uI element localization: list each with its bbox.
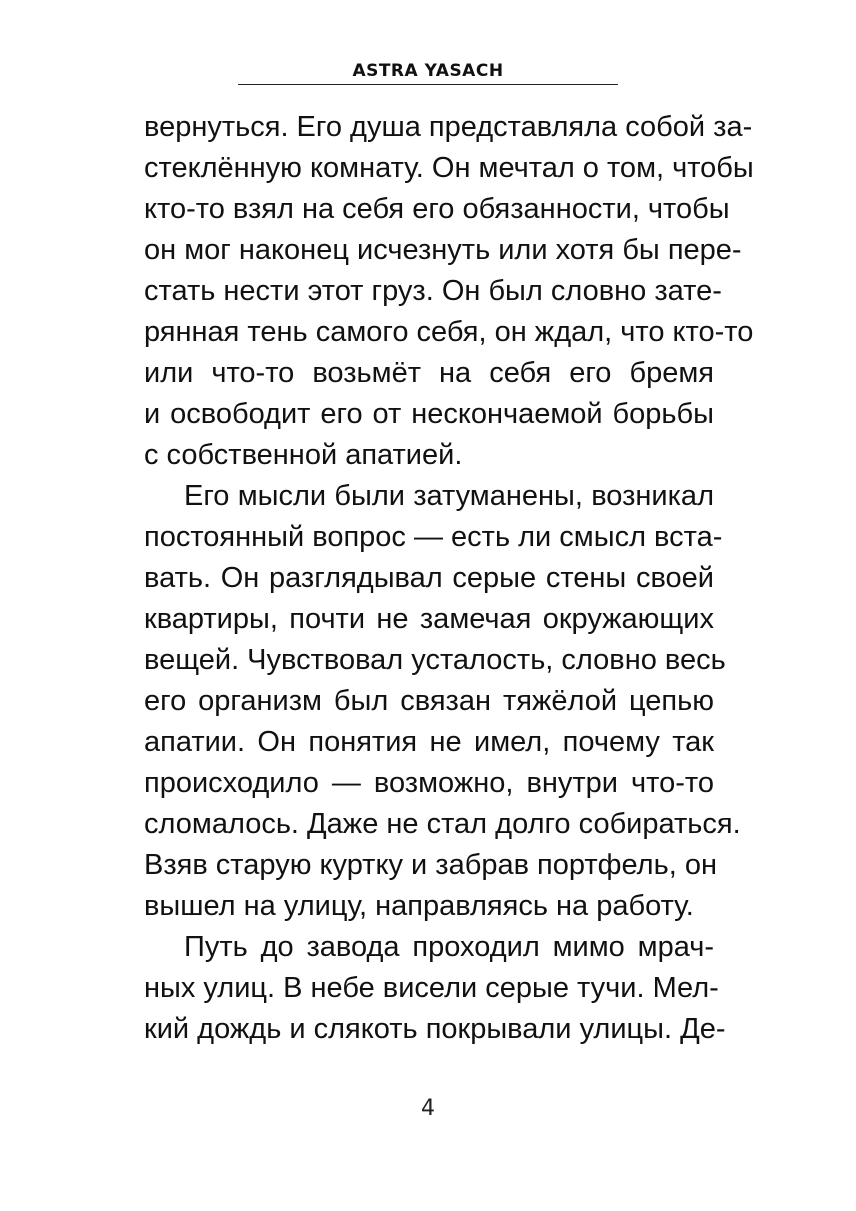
text-line: вышел на улицу, направляясь на работу. <box>144 890 694 922</box>
text-line: Путь до завода проходил мимо мрач- <box>184 931 714 963</box>
running-header <box>238 60 618 85</box>
text-line: кий дождь и слякоть покрывали улицы. Де- <box>144 1013 726 1045</box>
text-line: ных улиц. В небе висели серые тучи. Мел- <box>144 972 719 1004</box>
text-line: рянная тень самого себя, он ждал, что кто-то <box>144 316 754 348</box>
text-line: сломалось. Даже не стал долго собираться. <box>144 808 741 840</box>
page-number: 4 <box>421 1096 435 1121</box>
running-title: ASTRA YASACH <box>352 61 504 81</box>
text-line: он мог наконец исчезнуть или хотя бы пере- <box>144 234 742 266</box>
text-line: постоянный вопрос — есть ли смысл вста- <box>144 521 723 553</box>
text-line: происходило — возможно, внутри что-то <box>144 767 714 799</box>
text-line: Взяв старую куртку и забрав портфель, он <box>144 849 717 881</box>
text-line: вать. Он разглядывал серые стены своей <box>144 562 714 594</box>
text-line: стеклённую комнату. Он мечтал о том, чтобы <box>144 152 754 184</box>
text-line: его организм был связан тяжёлой цепью <box>144 685 714 717</box>
text-line: и освободит его от нескончаемой борьбы <box>144 398 714 430</box>
body-text <box>144 107 754 1050</box>
text-line: вернуться. Его душа представляла собой за- <box>144 111 753 143</box>
text-line: квартиры, почти не замечая окружающих <box>144 603 714 635</box>
text-line: Его мысли были затуманены, возникал <box>184 480 714 512</box>
text-line: кто-то взял на себя его обязанности, чтобы <box>144 193 730 225</box>
text-line: апатии. Он понятия не имел, почему так <box>144 726 714 758</box>
header-rule <box>238 84 618 85</box>
text-line: вещей. Чувствовал усталость, словно весь <box>144 644 726 676</box>
text-line: стать нести этот груз. Он был словно зате- <box>144 275 722 307</box>
text-line: с собственной апатией. <box>144 439 463 471</box>
text-line: или что-то возьмёт на себя его бремя <box>144 357 714 389</box>
